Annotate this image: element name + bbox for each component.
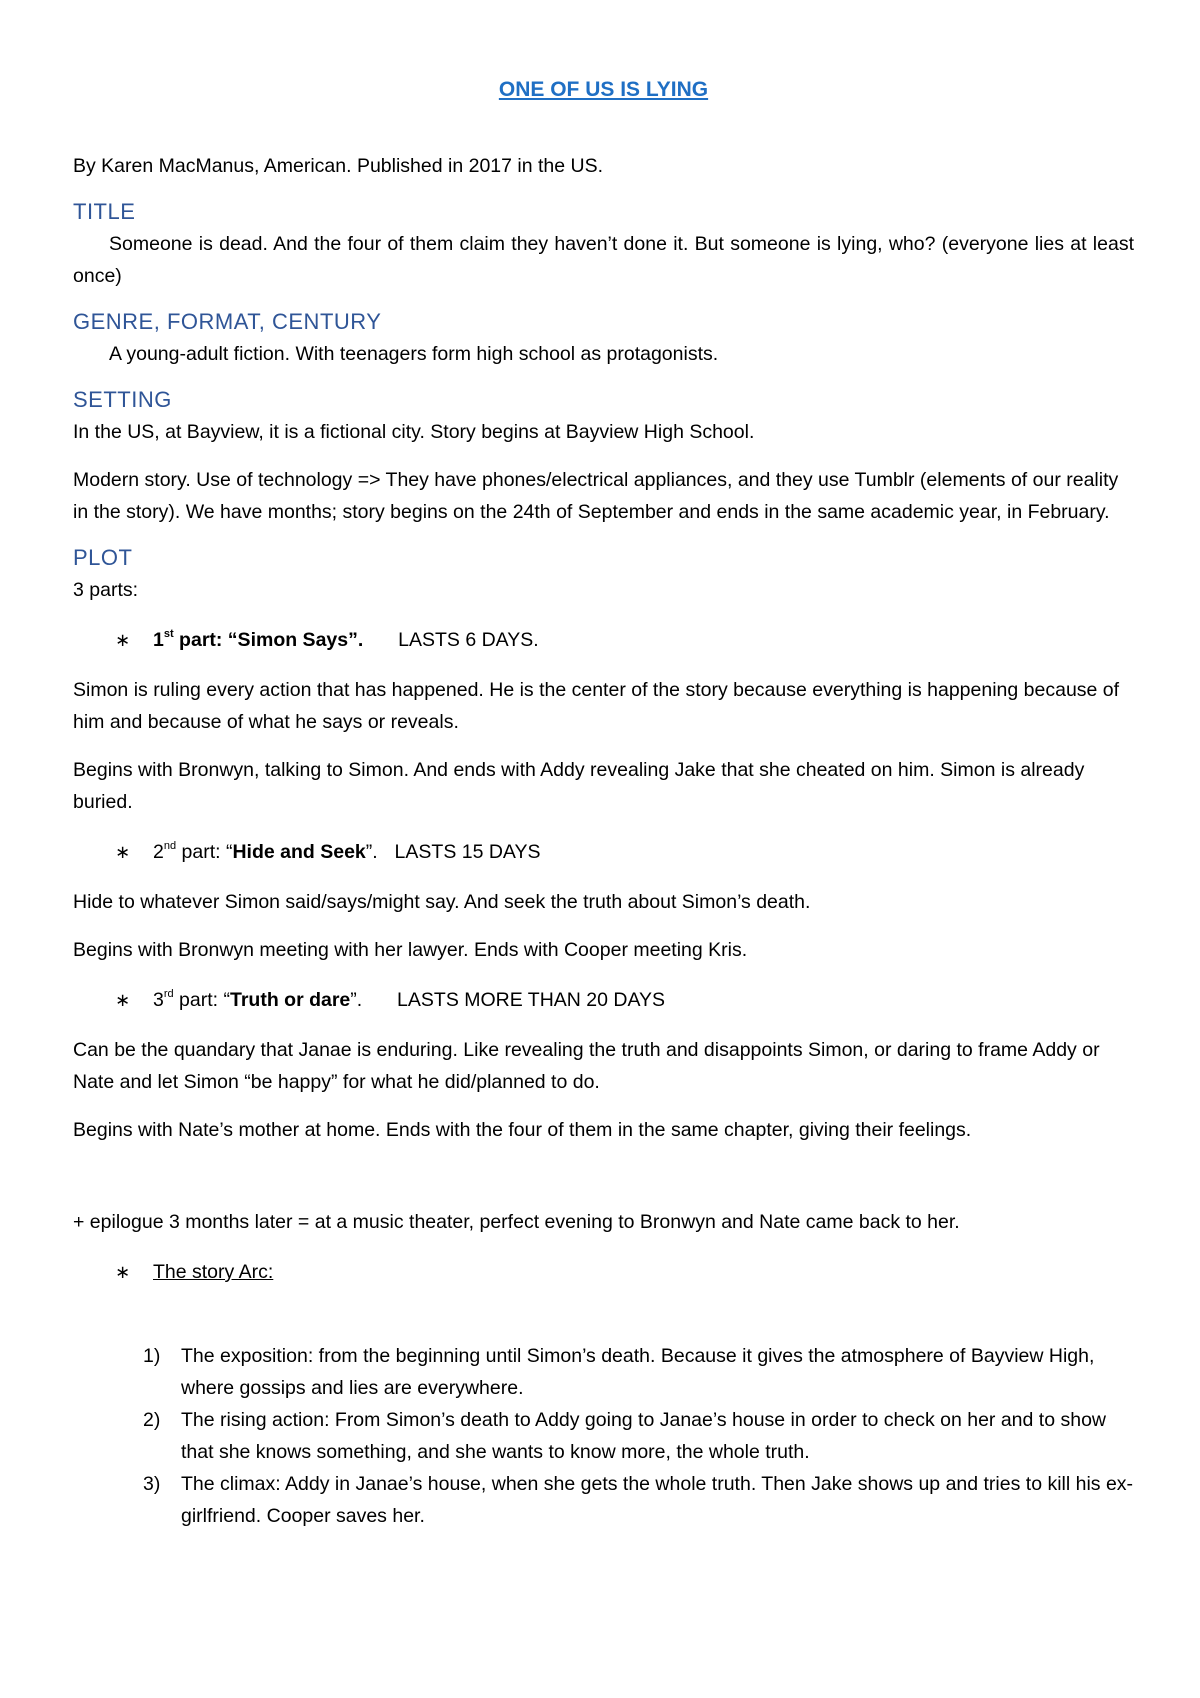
- part-2-paragraph-2: Begins with Bronwyn meeting with her lawyer. Ends with Cooper meeting Kris.: [73, 939, 748, 961]
- epilogue-paragraph: + epilogue 3 months later = at a music theater, perfect evening to Bronwyn and Nate came back to her.: [73, 1211, 960, 1233]
- part-3-duration: LASTS MORE THAN 20 DAYS: [397, 989, 666, 1011]
- list-item: [73, 1404, 1134, 1468]
- part-2-paragraph-1: Hide to whatever Simon said/says/might say. And seek the truth about Simon’s death.: [73, 891, 811, 913]
- list-item-text: The climax: Addy in Janae’s house, when she gets the whole truth. Then Jake shows up and tries to kill his ex-girlfriend. Cooper saves her.: [181, 1473, 1134, 1527]
- part-3-bullet: [73, 984, 1134, 1016]
- list-item-text: The exposition: from the beginning until Simon’s death. Because it gives the atmosphere of Bayview High, where gossips and lies are everywhere.: [181, 1345, 1095, 1399]
- part-3-paragraph-2: Begins with Nate’s mother at home. Ends with the four of them in the same chapter, giving their feelings.: [73, 1119, 972, 1141]
- story-arc-label: The story Arc:: [153, 1261, 274, 1283]
- list-item: [73, 1340, 1134, 1404]
- title-paragraph: Someone is dead. And the four of them claim they haven’t done it. But someone is lying, who? (everyone lies at least once): [73, 233, 1134, 287]
- heading-genre: GENRE, FORMAT, CENTURY: [73, 309, 382, 334]
- list-item: [73, 1468, 1134, 1532]
- part-3-number: 3rd part: “Truth or dare”.: [153, 987, 363, 1011]
- part-2-duration: LASTS 15 DAYS: [394, 841, 541, 863]
- setting-paragraph-2: Modern story. Use of technology => They have phones/electrical appliances, and they use Tumblr (elements of our reality in the story). We have months; story begins on the 24th of September and ends in the same academic year, in February.: [73, 469, 1119, 523]
- byline: By Karen MacManus, American. Published in 2017 in the US.: [73, 155, 604, 177]
- part-3-paragraph-1: Can be the quandary that Janae is enduring. Like revealing the truth and disappoints Simon, or daring to frame Addy or Nate and let Simon “be happy” for what he did/planned to do.: [73, 1039, 1100, 1093]
- heading-plot: PLOT: [73, 545, 133, 570]
- part-2-number: 2nd part: “Hide and Seek”.: [153, 839, 378, 863]
- plot-intro: 3 parts:: [73, 579, 139, 601]
- document-title: ONE OF US IS LYING: [498, 78, 709, 101]
- spacer: [73, 1146, 1134, 1206]
- asterisk-bullet-icon: ∗: [115, 1262, 131, 1282]
- story-arc-bullet: [73, 1256, 1134, 1288]
- asterisk-bullet-icon: ∗: [115, 842, 131, 862]
- part-1-paragraph-2: Begins with Bronwyn, talking to Simon. And ends with Addy revealing Jake that she cheated on him. Simon is already buried.: [73, 759, 1085, 813]
- list-item-number: 1): [143, 1345, 161, 1367]
- heading-title: TITLE: [73, 199, 136, 224]
- list-item-number: 3): [143, 1473, 161, 1495]
- genre-paragraph: A young-adult fiction. With teenagers form high school as protagonists.: [109, 343, 719, 365]
- part-1-duration: LASTS 6 DAYS.: [398, 629, 539, 651]
- asterisk-bullet-icon: ∗: [115, 630, 131, 650]
- part-1-bullet: [73, 624, 1134, 656]
- heading-setting: SETTING: [73, 387, 172, 412]
- part-1-paragraph-1: Simon is ruling every action that has happened. He is the center of the story because everything is happening because of him and because of what he says or reveals.: [73, 679, 1120, 733]
- list-item-number: 2): [143, 1409, 161, 1431]
- asterisk-bullet-icon: ∗: [115, 990, 131, 1010]
- setting-paragraph-1: In the US, at Bayview, it is a fictional city. Story begins at Bayview High School.: [73, 421, 755, 443]
- part-1-number: 1st part: “Simon Says”.: [153, 627, 364, 651]
- list-item-text: The rising action: From Simon’s death to Addy going to Janae’s house in order to check on her and to show that she knows something, and she wants to know more, the whole truth.: [181, 1409, 1106, 1463]
- part-2-bullet: [73, 836, 1134, 868]
- story-arc-list: [73, 1340, 1134, 1532]
